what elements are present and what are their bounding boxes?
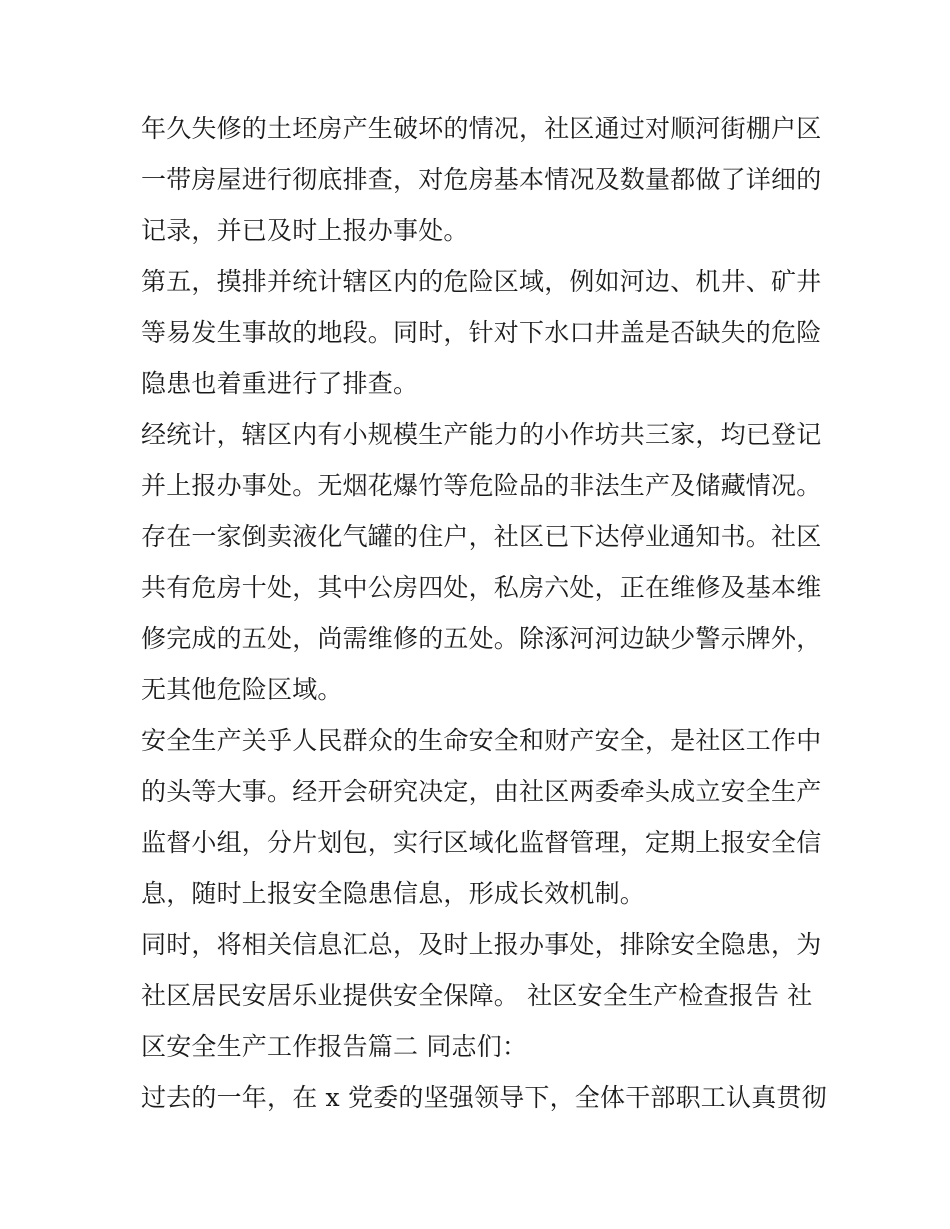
text-line: 修完成的五处，尚需维修的五处。除涿河河边缺少警示牌外，	[141, 624, 822, 653]
text-line: 存在一家倒卖液化气罐的住户，社区已下达停业通知书。社区	[141, 522, 822, 551]
text-line: 过去的一年，在 x 党委的坚强领导下，全体干部职工认真贯彻	[141, 1083, 827, 1112]
text-line: 区安全生产工作报告篇二 同志们：	[141, 1032, 528, 1061]
text-line: 隐患也着重进行了排查。	[141, 369, 419, 398]
text-line: 的头等大事。经开会研究决定，由社区两委牵头成立安全生产	[141, 777, 822, 806]
text-line: 无其他危险区域。	[141, 675, 343, 704]
text-line: 等易发生事故的地段。同时，针对下水口井盖是否缺失的危险	[141, 318, 822, 347]
text-line: 经统计，辖区内有小规模生产能力的小作坊共三家，均已登记	[141, 420, 822, 449]
text-line: 安全生产关乎人民群众的生命安全和财产安全，是社区工作中	[141, 726, 822, 755]
text-line: 年久失修的土坯房产生破坏的情况，社区通过对顺河街棚户区	[141, 114, 822, 143]
text-line: 第五，摸排并统计辖区内的危险区域，例如河边、机井、矿井	[141, 267, 822, 296]
text-line: 社区居民安居乐业提供安全保障。 社区安全生产检查报告 社	[141, 981, 813, 1010]
document-body	[141, 103, 827, 1123]
text-line: 同时，将相关信息汇总，及时上报办事处，排除安全隐患，为	[141, 930, 822, 959]
text-line: 共有危房十处，其中公房四处，私房六处，正在维修及基本维	[141, 573, 822, 602]
text-line: 记录，并已及时上报办事处。	[141, 216, 469, 245]
text-line: 监督小组，分片划包，实行区域化监督管理，定期上报安全信	[141, 828, 822, 857]
text-line: 并上报办事处。无烟花爆竹等危险品的非法生产及储藏情况。	[141, 471, 822, 500]
text-line: 息，随时上报安全隐患信息，形成长效机制。	[141, 879, 646, 908]
text-line: 一带房屋进行彻底排查，对危房基本情况及数量都做了详细的	[141, 165, 822, 194]
